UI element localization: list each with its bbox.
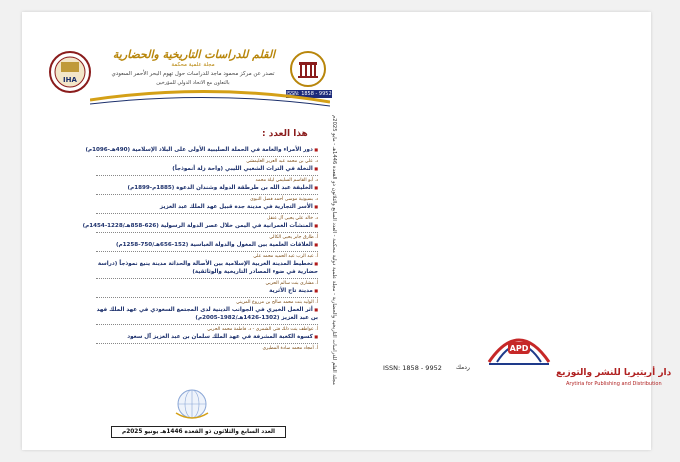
contents-heading: هذا العدد : <box>262 129 308 139</box>
ihs-logo <box>48 50 92 94</box>
toc-item-author: أ. عواطف بنت ذلك فتى الشمري - د. فاطمة محمد الحربي <box>207 327 318 332</box>
toc-divider <box>96 232 318 233</box>
toc-divider <box>96 251 318 252</box>
toc-item-author: د. أبو القاسم السليمي ليلة محمد <box>255 178 318 183</box>
globe-emblem <box>172 387 212 421</box>
toc-item <box>96 260 318 287</box>
toc-item-title: ■ النخلة في التراث الشعبي الليبي (واحة زلة أنموذجاً) <box>96 165 318 173</box>
toc-item <box>96 203 318 222</box>
journal-subtitle-3: بالتعاون مع الاتحاد الدولي للمؤرخين <box>156 80 230 86</box>
toc-item-title: ■ مدينة تاج الأثرية <box>96 287 318 295</box>
journal-subtitle-2: تصدر عن مركز محمود ماجد للدراسات حول تهوم البحر الأحمر السعودي <box>111 71 275 77</box>
toc-divider <box>96 213 318 214</box>
toc-item <box>96 306 318 333</box>
toc-item-title: ■ تخطيط المدينة العربية الإسلامية بين الأصالة والحداثة مدينة ينبع نموذجاً (دراسة حضارية في ضوء المصادر التاريخية والوثائقية) <box>96 260 318 276</box>
journal-subtitle-1: مجلة علمية محكمة <box>171 62 215 68</box>
toc-item-author: أ. الوليد بنت محمد صالح بن مزروع المزيني <box>236 300 318 305</box>
issue-label: العدد السابع والثلاثون ذو القعدة 1446هـ يونيو 2025م <box>111 426 286 438</box>
toc-item-author: د. بسيونية موسى أحمد فضل النبوي <box>250 197 318 202</box>
back-issn: ISSN: 1858 - 9952 <box>383 364 442 372</box>
toc-item-author: أ. أمجاد محمد سادة المطيري <box>262 346 318 351</box>
toc-item-author: د. خالد علي يحيى آل عنقل <box>267 216 318 221</box>
toc-item-title: ■ الأسر التجارية في مدينة جدة قبيل عهد الملك عبد العزيز <box>96 203 318 211</box>
spine-text: مجلة القلم للدراسات التاريخية والحضارية - مجلة علمية دولية محكمة - العدد السابع والثلاثون ذو القعدة 1446هـ - مايو 2025م <box>331 115 337 385</box>
publisher-name-arabic: دار أريتيريا للنشر والتوزيع <box>556 368 672 378</box>
toc-item-author: أ. عبد الرب عبد الحميد محمد علي <box>253 254 318 259</box>
journal-logo <box>289 50 327 88</box>
toc-divider <box>96 156 318 157</box>
decorative-swoosh <box>90 88 330 110</box>
toc-divider <box>96 278 318 279</box>
spine <box>327 110 341 390</box>
toc-divider <box>96 175 318 176</box>
journal-title: القلم للدراسات التاريخية والحضارية <box>112 48 276 61</box>
table-of-contents <box>82 146 318 352</box>
toc-item-title: ■ المنشآت العمرانية في اليمن خلال عصر الدولة الرسولية (626-858هـ/1228-1454م) <box>96 222 318 230</box>
toc-item <box>82 222 318 241</box>
toc-divider <box>96 297 318 298</box>
toc-item <box>96 287 318 306</box>
front-issn-badge: ISSN: 1858 - 9952 <box>286 91 332 97</box>
ruddmak-label: ردمك <box>456 364 470 371</box>
toc-item-title: ■ أثر العمل الخيري في الجوانب الدينية لدى المجتمع السعودي في عهد الملك فهد بن عبد العزيز (1302-1426هـ/1982-2005م) <box>96 306 318 322</box>
publisher-name-english: Arytiria for Publishing and Distribution <box>566 381 662 387</box>
toc-item <box>85 146 318 165</box>
toc-item-title: ■ العلاقات العلمية بين المغول والدولة العباسية (152-656هـ/750-1258م) <box>96 241 318 249</box>
toc-divider <box>96 324 318 325</box>
ihs-logo-text: IHA <box>63 76 77 84</box>
toc-item-author: أ. مشاري بنت سالم الحربي <box>265 281 318 286</box>
toc-item <box>96 333 318 352</box>
toc-item-title: ■ دور الأمراء والعامة في الحملة الصليبية الأولى على البلاد الإسلامية (490هـ-1096م) <box>96 146 318 154</box>
toc-divider <box>96 343 318 344</box>
toc-item-title: ■ الخليفة عبد الله بن طرطقة الدولة وشندان الدعوة (1885م-1899م) <box>96 184 318 192</box>
toc-item <box>96 241 318 260</box>
toc-item <box>96 165 318 184</box>
toc-item-author: د. علي بن محمد عبد العزيز الغليمشي <box>246 159 318 164</box>
apd-logo <box>484 318 554 370</box>
toc-item-author: أ. طارق جابر يحيى الكالي <box>269 235 318 240</box>
toc-divider <box>96 194 318 195</box>
apd-logo-text: APD <box>509 344 529 353</box>
toc-item <box>96 184 318 203</box>
toc-item-title: ■ كسوة الكعبة المشرفة في عهد الملك سلمان بن عبد العزيز آل سعود <box>96 333 318 341</box>
